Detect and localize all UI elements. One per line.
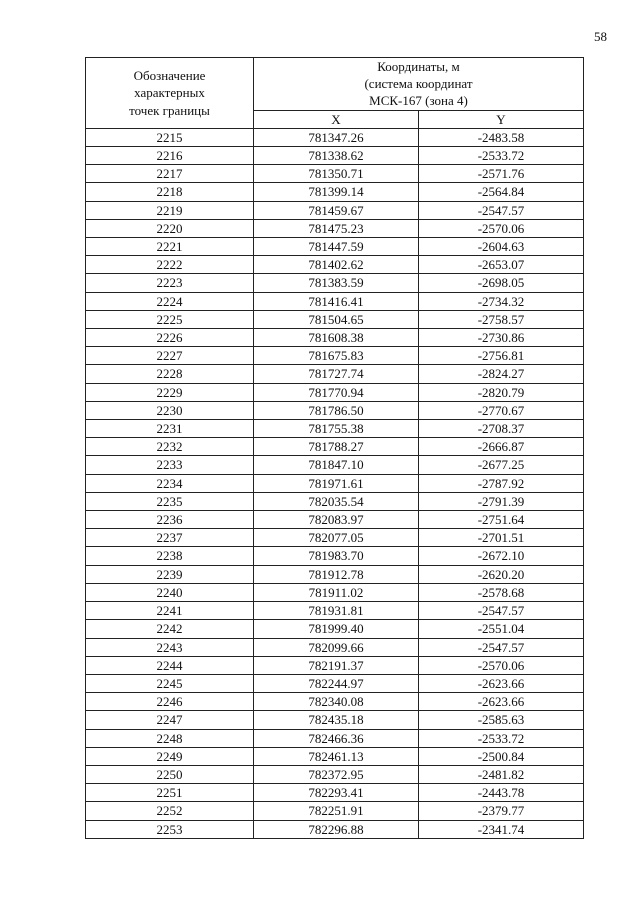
point-cell: 2230: [86, 401, 254, 419]
x-cell: 782099.66: [254, 638, 419, 656]
y-cell: -2672.10: [419, 547, 584, 565]
y-cell: -2551.04: [419, 620, 584, 638]
point-header-line: характерных: [134, 85, 205, 101]
point-cell: 2231: [86, 420, 254, 438]
table-header: [86, 58, 584, 129]
point-cell: 2216: [86, 147, 254, 165]
y-cell: -2666.87: [419, 438, 584, 456]
point-cell: 2225: [86, 310, 254, 328]
x-cell: 782035.54: [254, 492, 419, 510]
x-cell: 781727.74: [254, 365, 419, 383]
table-row: [86, 602, 584, 620]
y-cell: -2708.37: [419, 420, 584, 438]
y-cell: -2533.72: [419, 147, 584, 165]
x-cell: 781912.78: [254, 565, 419, 583]
point-cell: 2248: [86, 729, 254, 747]
y-cell: -2787.92: [419, 474, 584, 492]
table-row: [86, 128, 584, 146]
point-header-line: точек границы: [129, 102, 210, 118]
x-column-header: X: [254, 110, 419, 128]
y-cell: -2547.57: [419, 638, 584, 656]
y-cell: -2620.20: [419, 565, 584, 583]
x-cell: 781788.27: [254, 438, 419, 456]
x-cell: 781416.41: [254, 292, 419, 310]
point-cell: 2245: [86, 674, 254, 692]
point-cell: 2244: [86, 656, 254, 674]
y-cell: -2824.27: [419, 365, 584, 383]
point-cell: 2218: [86, 183, 254, 201]
point-cell: 2233: [86, 456, 254, 474]
point-cell: 2221: [86, 238, 254, 256]
x-cell: 782251.91: [254, 802, 419, 820]
y-cell: -2770.67: [419, 401, 584, 419]
point-cell: 2227: [86, 347, 254, 365]
x-cell: 781347.26: [254, 128, 419, 146]
y-cell: -2701.51: [419, 529, 584, 547]
y-column-header: Y: [419, 110, 584, 128]
y-cell: -2570.06: [419, 656, 584, 674]
y-cell: -2379.77: [419, 802, 584, 820]
y-cell: -2623.66: [419, 674, 584, 692]
x-cell: 781608.38: [254, 329, 419, 347]
table-row: [86, 438, 584, 456]
table-row: [86, 474, 584, 492]
y-cell: -2564.84: [419, 183, 584, 201]
table-row: [86, 729, 584, 747]
table-row: [86, 165, 584, 183]
x-cell: 781399.14: [254, 183, 419, 201]
point-cell: 2235: [86, 492, 254, 510]
y-cell: -2533.72: [419, 729, 584, 747]
y-cell: -2547.57: [419, 201, 584, 219]
table-row: [86, 638, 584, 656]
x-cell: 781459.67: [254, 201, 419, 219]
y-cell: -2571.76: [419, 165, 584, 183]
y-cell: -2585.63: [419, 711, 584, 729]
table-row: [86, 547, 584, 565]
x-cell: 781447.59: [254, 238, 419, 256]
coordinates-table: [85, 57, 584, 839]
table-row: [86, 802, 584, 820]
point-cell: 2228: [86, 365, 254, 383]
point-cell: 2237: [86, 529, 254, 547]
coords-header-line: МСК-167 (зона 4): [369, 93, 468, 109]
point-cell: 2219: [86, 201, 254, 219]
point-cell: 2240: [86, 583, 254, 601]
y-cell: -2623.66: [419, 693, 584, 711]
x-cell: 782296.88: [254, 820, 419, 838]
point-cell: 2234: [86, 474, 254, 492]
table-row: [86, 511, 584, 529]
point-header-line: Обозначение: [133, 68, 206, 84]
table-row: [86, 310, 584, 328]
point-cell: 2229: [86, 383, 254, 401]
point-cell: 2246: [86, 693, 254, 711]
point-cell: 2236: [86, 511, 254, 529]
x-cell: 781999.40: [254, 620, 419, 638]
y-cell: -2820.79: [419, 383, 584, 401]
table-row: [86, 274, 584, 292]
table-row: [86, 765, 584, 783]
table-row: [86, 784, 584, 802]
point-cell: 2232: [86, 438, 254, 456]
x-cell: 781383.59: [254, 274, 419, 292]
point-cell: 2250: [86, 765, 254, 783]
x-cell: 781931.81: [254, 602, 419, 620]
table-row: [86, 620, 584, 638]
x-cell: 782191.37: [254, 656, 419, 674]
point-cell: 2242: [86, 620, 254, 638]
point-cell: 2253: [86, 820, 254, 838]
table-row: [86, 365, 584, 383]
x-cell: 781847.10: [254, 456, 419, 474]
point-cell: 2220: [86, 219, 254, 237]
table-row: [86, 183, 584, 201]
x-cell: 782372.95: [254, 765, 419, 783]
x-cell: 781338.62: [254, 147, 419, 165]
table-row: [86, 201, 584, 219]
table-row: [86, 711, 584, 729]
x-cell: 782083.97: [254, 511, 419, 529]
table-row: [86, 347, 584, 365]
coords-header-line: Координаты, м: [377, 59, 460, 74]
point-cell: 2243: [86, 638, 254, 656]
point-cell: 2217: [86, 165, 254, 183]
table-row: [86, 492, 584, 510]
page-number: 58: [594, 29, 607, 44]
table-row: [86, 529, 584, 547]
y-cell: -2570.06: [419, 219, 584, 237]
x-cell: 782461.13: [254, 747, 419, 765]
y-cell: -2734.32: [419, 292, 584, 310]
point-cell: 2239: [86, 565, 254, 583]
y-cell: -2698.05: [419, 274, 584, 292]
table-row: [86, 674, 584, 692]
point-cell: 2222: [86, 256, 254, 274]
point-cell: 2251: [86, 784, 254, 802]
y-cell: -2481.82: [419, 765, 584, 783]
point-cell: 2252: [86, 802, 254, 820]
point-cell: 2241: [86, 602, 254, 620]
table-row: [86, 583, 584, 601]
table-row: [86, 147, 584, 165]
y-cell: -2758.57: [419, 310, 584, 328]
x-cell: 781971.61: [254, 474, 419, 492]
table-row: [86, 565, 584, 583]
x-cell: 781755.38: [254, 420, 419, 438]
x-cell: 782244.97: [254, 674, 419, 692]
x-cell: 781475.23: [254, 219, 419, 237]
x-cell: 782077.05: [254, 529, 419, 547]
y-cell: -2756.81: [419, 347, 584, 365]
point-cell: 2249: [86, 747, 254, 765]
table-row: [86, 820, 584, 838]
table-row: [86, 420, 584, 438]
point-cell: 2215: [86, 128, 254, 146]
point-cell: 2224: [86, 292, 254, 310]
header-row-top: [86, 58, 584, 111]
table-row: [86, 456, 584, 474]
x-cell: 781675.83: [254, 347, 419, 365]
table-row: [86, 329, 584, 347]
y-cell: -2500.84: [419, 747, 584, 765]
x-cell: 782466.36: [254, 729, 419, 747]
y-cell: -2791.39: [419, 492, 584, 510]
x-cell: 781350.71: [254, 165, 419, 183]
y-cell: -2751.64: [419, 511, 584, 529]
table-row: [86, 401, 584, 419]
table-row: [86, 693, 584, 711]
point-cell: 2238: [86, 547, 254, 565]
x-cell: 781402.62: [254, 256, 419, 274]
point-cell: 2226: [86, 329, 254, 347]
table-body: [86, 128, 584, 838]
table-row: [86, 656, 584, 674]
x-cell: 782340.08: [254, 693, 419, 711]
table-row: [86, 383, 584, 401]
x-cell: 781770.94: [254, 383, 419, 401]
table-row: [86, 292, 584, 310]
x-cell: 782293.41: [254, 784, 419, 802]
x-cell: 781504.65: [254, 310, 419, 328]
y-cell: -2578.68: [419, 583, 584, 601]
y-cell: -2677.25: [419, 456, 584, 474]
point-cell: 2223: [86, 274, 254, 292]
table-row: [86, 256, 584, 274]
point-cell: 2247: [86, 711, 254, 729]
y-cell: -2547.57: [419, 602, 584, 620]
table-row: [86, 238, 584, 256]
table-row: [86, 219, 584, 237]
y-cell: -2653.07: [419, 256, 584, 274]
y-cell: -2483.58: [419, 128, 584, 146]
y-cell: -2730.86: [419, 329, 584, 347]
x-cell: 782435.18: [254, 711, 419, 729]
coords-header-line: (система координат: [364, 76, 473, 92]
coordinates-column-header: [254, 58, 584, 111]
x-cell: 781786.50: [254, 401, 419, 419]
x-cell: 781983.70: [254, 547, 419, 565]
y-cell: -2604.63: [419, 238, 584, 256]
x-cell: 781911.02: [254, 583, 419, 601]
y-cell: -2341.74: [419, 820, 584, 838]
point-column-header: [86, 58, 254, 129]
y-cell: -2443.78: [419, 784, 584, 802]
table-row: [86, 747, 584, 765]
